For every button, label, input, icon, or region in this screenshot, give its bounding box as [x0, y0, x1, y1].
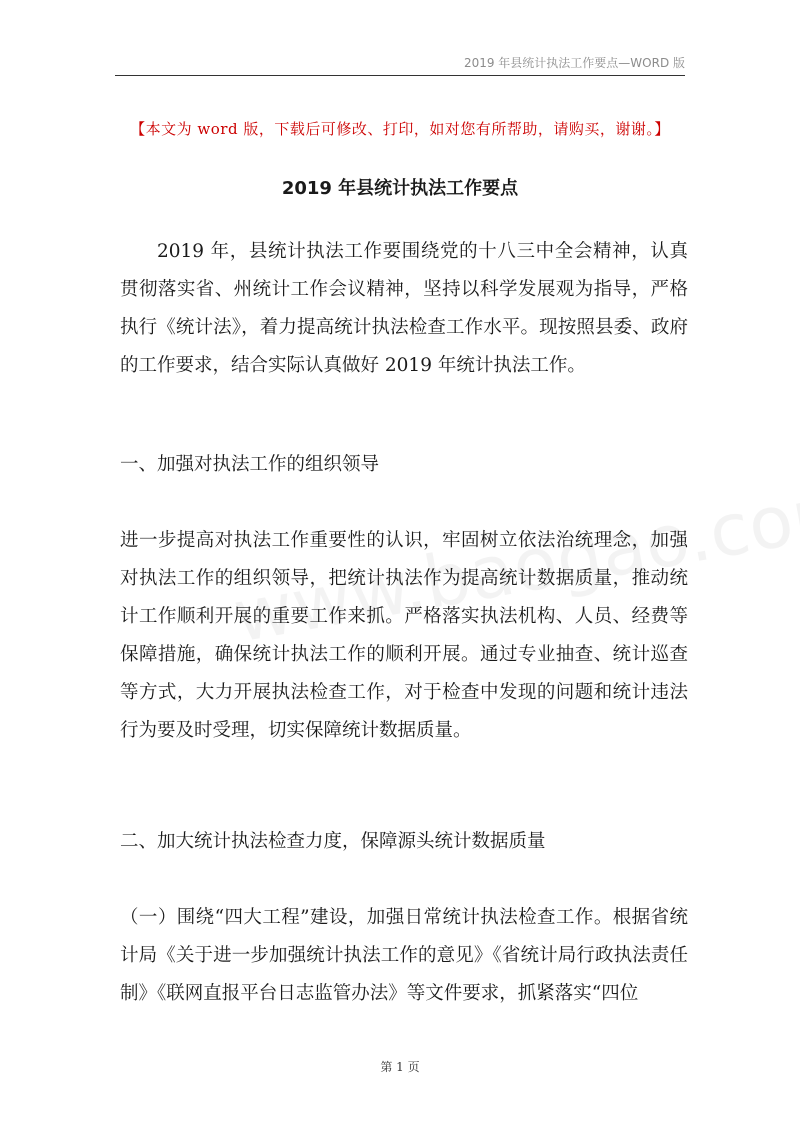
- section-2-heading: 二、加大统计执法检查力度，保障源头统计数据质量: [120, 831, 546, 852]
- header-divider: [115, 75, 685, 76]
- running-header: 2019 年县统计执法工作要点—WORD 版: [463, 56, 685, 70]
- section-2-paragraph: （一）围绕“四大工程”建设，加强日常统计执法检查工作。根据省统计局《关于进一步加强统计执法工作的意见》《省统计局行政执法责任制》《联网直报平台日志监管办法》等文件要求，抓紧落实“四位: [120, 907, 688, 1004]
- page-number: 第 1 页: [380, 1060, 420, 1074]
- intro-paragraph: 2019 年，县统计执法工作要围绕党的十八三中全会精神，认真贯彻落实省、州统计工作会议精神，坚持以科学发展观为指导，严格执行《统计法》，着力提高统计执法检查工作水平。现按照县委、政府的工作要求，结合实际认真做好 2019 年统计执法工作。: [120, 241, 688, 376]
- purchase-notice: 【本文为 word 版，下载后可修改、打印，如对您有所帮助，请购买，谢谢。】: [130, 120, 670, 138]
- section-1-paragraph: 进一步提高对执法工作重要性的认识，牢固树立依法治统理念，加强对执法工作的组织领导，把统计执法作为提高统计数据质量，推动统计工作顺利开展的重要工作来抓。严格落实执法机构、人员、经费等保障措施，确保统计执法工作的顺利开展。通过专业抽查、统计巡查等方式，大力开展执法检查工作，对于检查中发现的问题和统计违法行为要及时受理，切实保障统计数据质量。: [120, 530, 688, 741]
- section-1-heading: 一、加强对执法工作的组织领导: [120, 454, 380, 475]
- document-title: 2019 年县统计执法工作要点: [281, 178, 519, 199]
